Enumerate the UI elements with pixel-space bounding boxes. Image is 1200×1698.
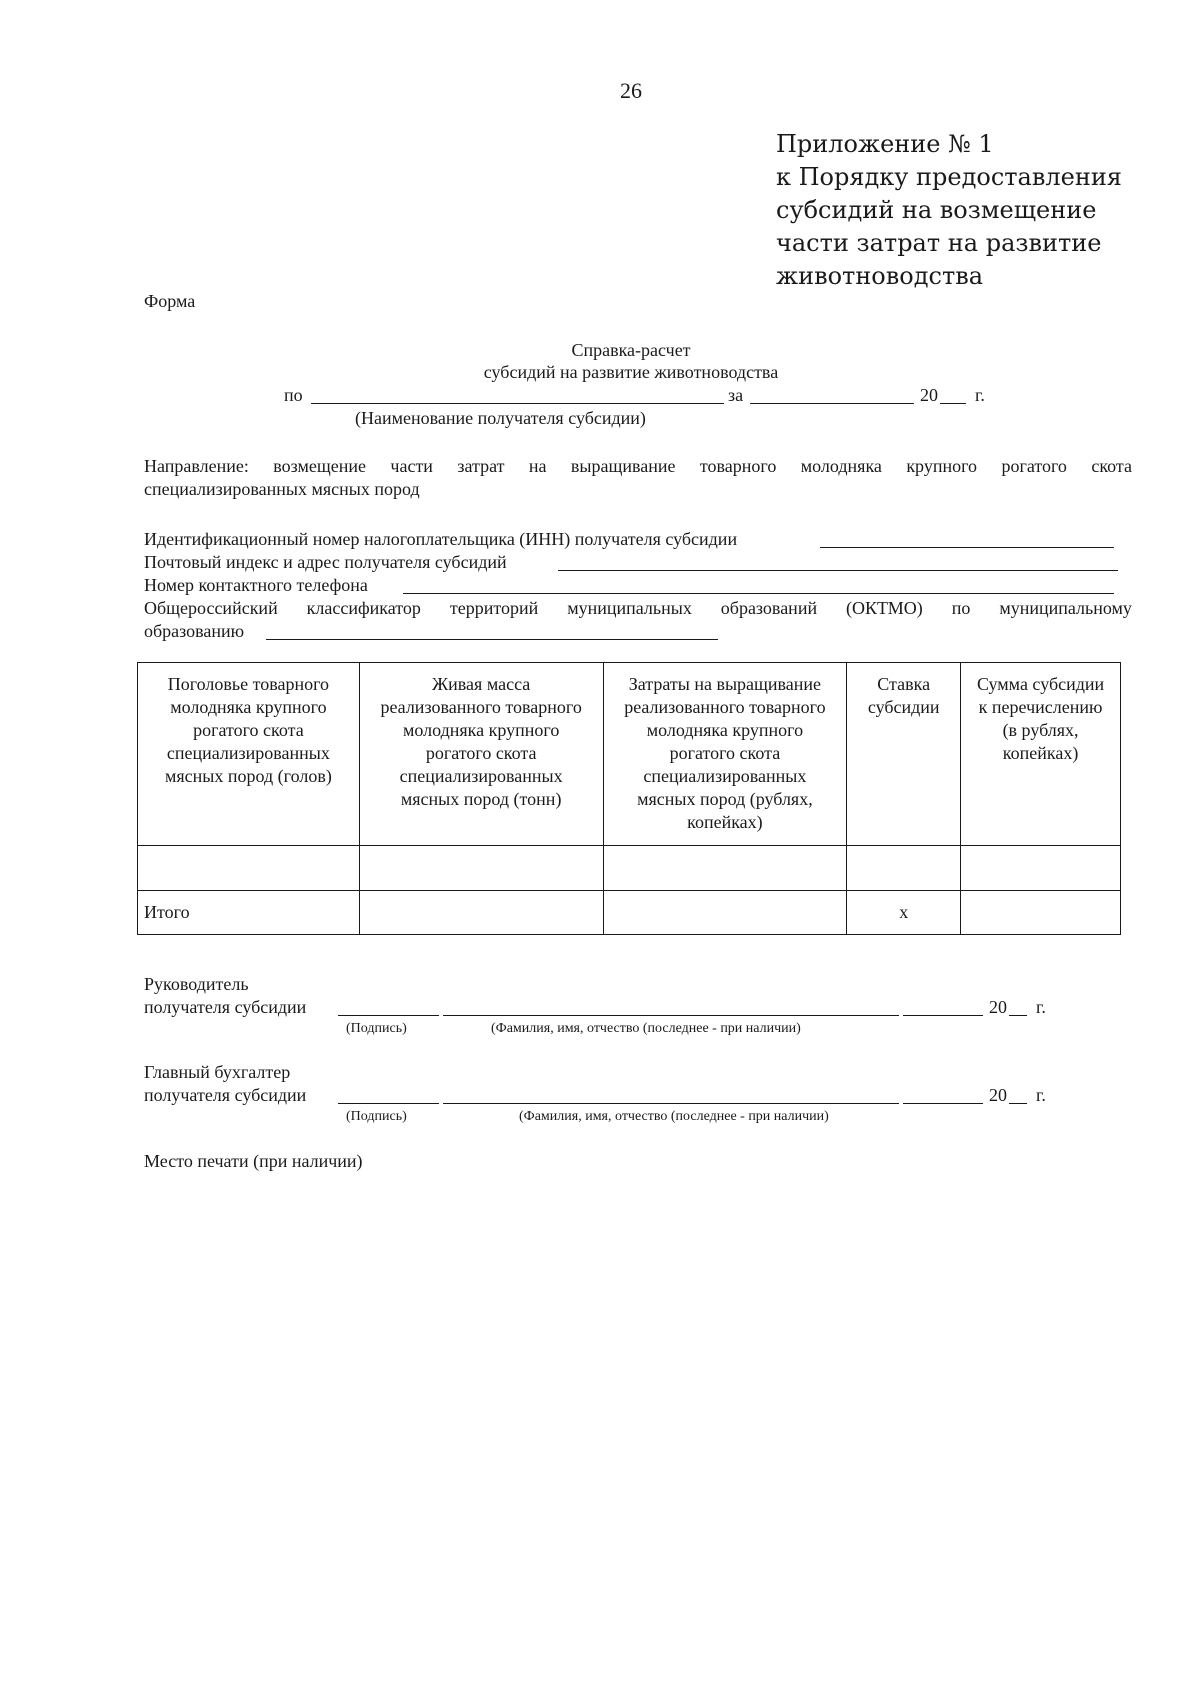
accountant-date-field[interactable] [903, 1084, 983, 1104]
word: образований [720, 598, 818, 618]
accountant-label-2: получателя субсидии [144, 1085, 307, 1105]
direction-line [144, 456, 1132, 477]
header-head-count: Поголовье товарного молодняка крупного рогатого скота специализированных мясных пород (голов) [138, 663, 360, 846]
word: затрат [457, 456, 505, 476]
accountant-signature-caption: (Подпись) [346, 1109, 407, 1124]
total-label: Итого [138, 891, 360, 935]
head-label: Руководитель [144, 974, 249, 994]
word: крупного [906, 456, 978, 476]
oktmo-label-2: образованию [144, 621, 245, 641]
word: части [390, 456, 433, 476]
za-label: за [728, 385, 744, 405]
accountant-signature-field[interactable] [338, 1084, 439, 1104]
phone-label: Номер контактного телефона [144, 575, 368, 595]
head-signature-field[interactable] [338, 996, 439, 1016]
table-cell[interactable] [603, 846, 847, 891]
word: территорий [449, 598, 539, 618]
word: Направление: [144, 456, 249, 476]
address-label: Почтовый индекс и адрес получателя субсидий [144, 552, 507, 572]
word: (ОКТМО) [846, 598, 923, 618]
recipient-caption: (Наименование получателя субсидии) [355, 408, 646, 428]
head-label-2: получателя субсидии [144, 997, 307, 1017]
accountant-fio-field[interactable] [443, 1084, 899, 1104]
total-rate-cell: х [847, 891, 961, 935]
calculation-table [137, 662, 1121, 935]
head-signature-caption: (Подпись) [346, 1021, 407, 1036]
phone-field[interactable] [403, 574, 1114, 594]
appendix-line: субсидий на возмещение [776, 196, 1097, 224]
word: по [951, 598, 971, 618]
table-cell[interactable] [138, 846, 360, 891]
head-year-field[interactable] [1009, 996, 1027, 1016]
header-costs: Затраты на выращивание реализованного товарного молодняка крупного рогатого скота специализированных мясных пород (рублях, копейках) [603, 663, 847, 846]
po-label: по [284, 385, 303, 405]
accountant-label: Главный бухгалтер [144, 1062, 291, 1082]
address-field[interactable] [558, 551, 1118, 571]
oktmo-line [144, 598, 1132, 619]
appendix-line: к Порядку предоставления [776, 163, 1122, 191]
document-subtitle: субсидий на развитие животноводства [483, 362, 779, 382]
total-row [138, 891, 1121, 935]
word: классификатор [306, 598, 421, 618]
year-field[interactable] [940, 384, 966, 404]
word: рогатого [1001, 456, 1067, 476]
direction-line-2: специализированных мясных пород [144, 479, 420, 499]
header-subsidy-amount: Сумма субсидии к перечислению (в рублях, копейках) [961, 663, 1121, 846]
accountant-year-prefix: 20 [989, 1085, 1007, 1105]
accountant-fio-caption: (Фамилия, имя, отчество (последнее - при наличии) [519, 1109, 829, 1124]
head-year-prefix: 20 [989, 997, 1007, 1017]
stamp-label: Место печати (при наличии) [144, 1151, 363, 1171]
inn-field[interactable] [820, 528, 1114, 548]
recipient-name-field[interactable] [311, 384, 724, 404]
table-cell[interactable] [359, 891, 603, 935]
accountant-year-suffix: г. [1036, 1085, 1046, 1105]
head-year-suffix: г. [1036, 997, 1046, 1017]
page-number: 26 [620, 78, 642, 103]
table-cell[interactable] [961, 891, 1121, 935]
table-cell[interactable] [359, 846, 603, 891]
header-rate: Ставка субсидии [847, 663, 961, 846]
document-title: Справка-расчет [571, 340, 691, 360]
accountant-year-field[interactable] [1009, 1084, 1027, 1104]
head-date-field[interactable] [903, 996, 983, 1016]
word: муниципальных [567, 598, 692, 618]
word: выращивание [570, 456, 676, 476]
table-row [138, 846, 1121, 891]
year-prefix: 20 [920, 385, 938, 405]
appendix-line: части затрат на развитие [776, 229, 1102, 257]
inn-label: Идентификационный номер налогоплательщика (ИНН) получателя субсидии [144, 529, 738, 549]
appendix-line: животноводства [776, 262, 984, 290]
appendix-heading [776, 128, 1122, 293]
form-label: Форма [144, 291, 196, 311]
table-cell[interactable] [961, 846, 1121, 891]
table-cell[interactable] [603, 891, 847, 935]
head-fio-field[interactable] [443, 996, 899, 1016]
year-suffix: г. [975, 385, 985, 405]
word: на [528, 456, 547, 476]
head-fio-caption: (Фамилия, имя, отчество (последнее - при наличии) [491, 1021, 801, 1036]
word: молодняка [800, 456, 882, 476]
period-field[interactable] [750, 384, 914, 404]
table-header-row [138, 663, 1121, 846]
table-cell[interactable] [847, 846, 961, 891]
word: Общероссийский [144, 598, 278, 618]
word: скота [1091, 456, 1132, 476]
word: товарного [699, 456, 777, 476]
oktmo-field[interactable] [266, 620, 718, 640]
header-live-weight: Живая масса реализованного товарного молодняка крупного рогатого скота специализированных мясных пород (тонн) [359, 663, 603, 846]
appendix-line: Приложение № 1 [776, 130, 994, 158]
word: возмещение [273, 456, 366, 476]
word: муниципальному [999, 598, 1132, 618]
